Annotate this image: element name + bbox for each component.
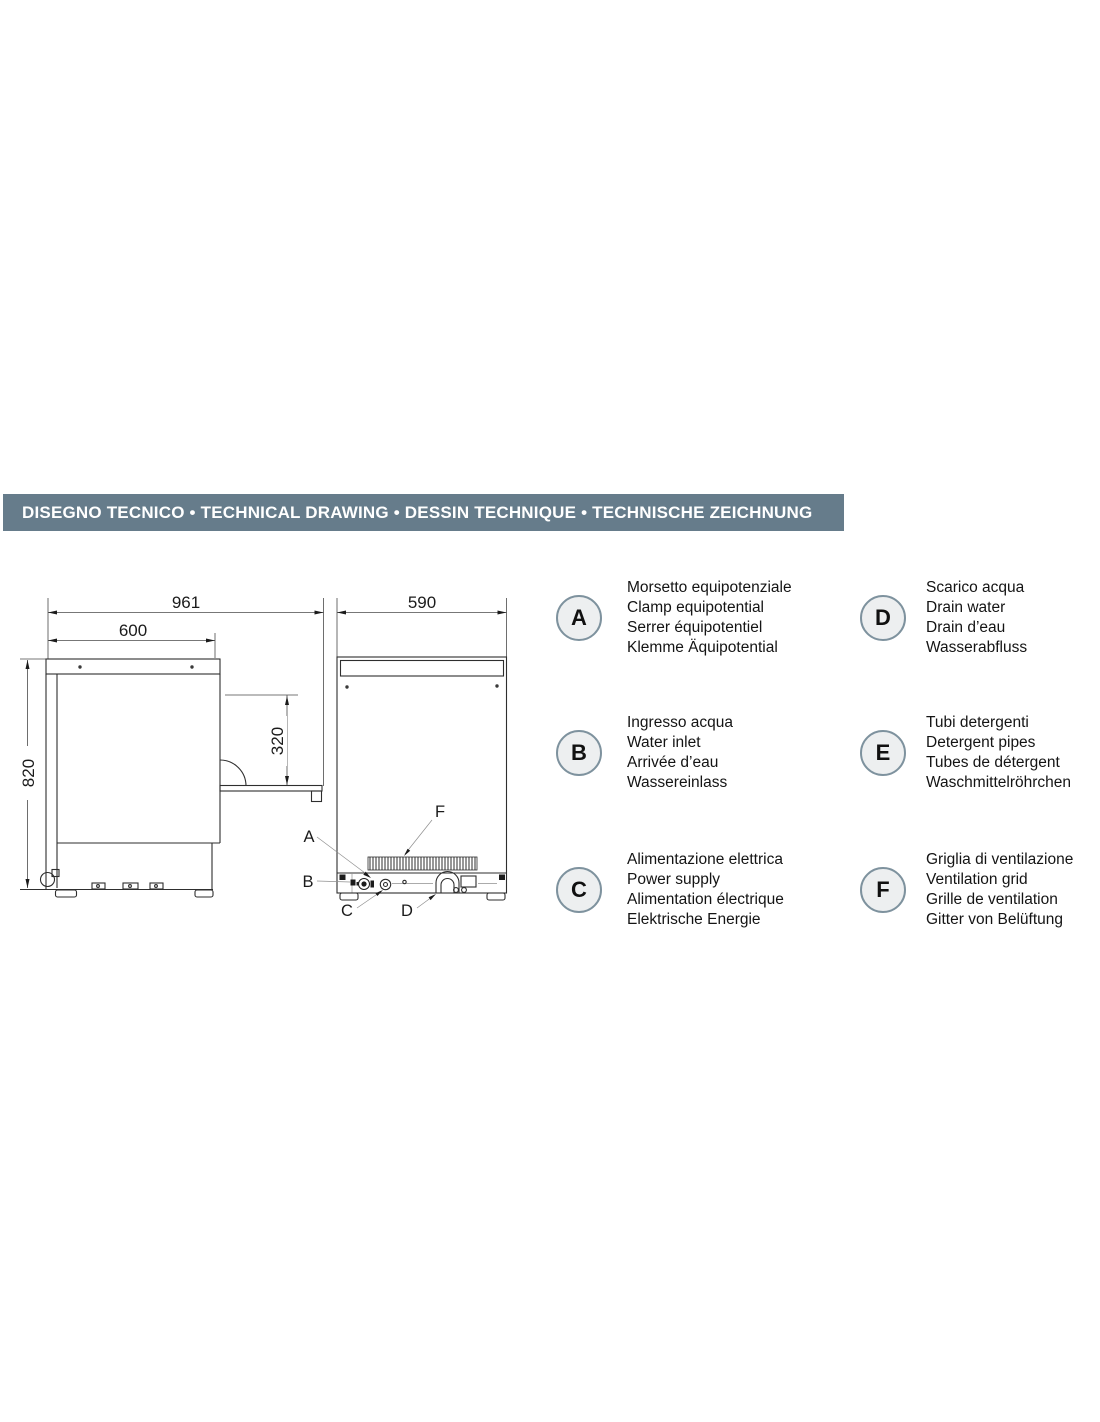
legend-line: Tubes de détergent bbox=[926, 754, 1060, 771]
legend-line: Scarico acqua bbox=[926, 579, 1025, 596]
legend-badge-e: E bbox=[860, 730, 906, 776]
callout-b: B bbox=[302, 873, 314, 891]
drain-hose bbox=[436, 872, 476, 894]
legend-line: Wassereinlass bbox=[627, 774, 728, 791]
foot bbox=[195, 890, 213, 897]
legend-line: Ingresso acqua bbox=[627, 714, 733, 731]
foot bbox=[56, 890, 77, 897]
legend-line: Arrivée d’eau bbox=[627, 754, 719, 771]
legend-item-a bbox=[556, 576, 846, 660]
legend-badge-c: C bbox=[556, 867, 602, 913]
dim-door-clearance-label: 320 bbox=[268, 726, 287, 756]
legend-item-e bbox=[860, 711, 1096, 795]
legend-line: Klemme Äquipotential bbox=[627, 639, 778, 656]
legend-text-e bbox=[926, 713, 1071, 793]
bolt bbox=[499, 875, 505, 881]
screw-icon bbox=[345, 685, 348, 688]
legend-line: Elektrische Energie bbox=[627, 911, 761, 928]
legend-text-c bbox=[627, 850, 784, 930]
callout-a: A bbox=[303, 828, 315, 846]
legend-line: Serrer équipotentiel bbox=[627, 619, 763, 636]
section-header bbox=[3, 494, 844, 531]
legend-line: Detergent pipes bbox=[926, 734, 1036, 751]
legend-text-a bbox=[627, 578, 792, 658]
legend-line: Water inlet bbox=[627, 734, 701, 751]
open-door bbox=[220, 786, 322, 792]
section-title: DISEGNO TECNICO • TECHNICAL DRAWING • DESSIN TECHNIQUE • TECHNISCHE ZEICHNUNG bbox=[22, 502, 813, 522]
legend-line: Alimentazione elettrica bbox=[627, 851, 783, 868]
power-supply-connector bbox=[380, 879, 390, 889]
top-panel bbox=[341, 661, 504, 677]
legend-line: Drain water bbox=[926, 599, 1006, 616]
callout-d: D bbox=[401, 902, 413, 920]
ventilation-grid bbox=[368, 857, 477, 870]
screw-icon bbox=[190, 665, 193, 668]
dim-body-depth-label: 600 bbox=[118, 621, 148, 640]
legend-line: Waschmittelröhrchen bbox=[926, 774, 1072, 791]
legend-line: Griglia di ventilazione bbox=[926, 851, 1074, 868]
legend-line: Wasserabfluss bbox=[926, 639, 1028, 656]
legend-item-f bbox=[860, 848, 1096, 932]
dim-total-depth-label: 961 bbox=[171, 593, 201, 612]
dim-height-label: 820 bbox=[19, 758, 38, 788]
callout-c: C bbox=[341, 902, 353, 920]
legend-line: Power supply bbox=[627, 871, 721, 888]
bolt bbox=[340, 875, 346, 881]
legend-text-b bbox=[627, 713, 733, 793]
legend-badge-f: F bbox=[860, 867, 906, 913]
rear-view bbox=[302, 593, 506, 920]
dim-width-label: 590 bbox=[407, 593, 437, 612]
callout-f: F bbox=[434, 803, 446, 821]
foot bbox=[487, 893, 505, 900]
legend-badge-a: A bbox=[556, 595, 602, 641]
legend-line: Morsetto equipotenziale bbox=[627, 579, 792, 596]
legend-text-d bbox=[926, 578, 1027, 658]
legend-line: Ventilation grid bbox=[926, 871, 1028, 888]
legend-badge-d: D bbox=[860, 595, 906, 641]
legend-item-b bbox=[556, 711, 846, 795]
legend-item-c bbox=[556, 848, 846, 932]
legend-text-f bbox=[926, 850, 1073, 930]
legend-item-d bbox=[860, 576, 1096, 660]
screw-icon bbox=[495, 684, 498, 687]
legend-line: Tubi detergenti bbox=[926, 714, 1029, 731]
legend-badge-b: B bbox=[556, 730, 602, 776]
legend-line: Grille de ventilation bbox=[926, 891, 1058, 908]
legend-line: Clamp equipotential bbox=[627, 599, 765, 616]
foot bbox=[340, 893, 358, 900]
screw-icon bbox=[78, 665, 81, 668]
legend-line: Alimentation électrique bbox=[627, 891, 784, 908]
door-tab bbox=[312, 791, 322, 802]
technical-drawing bbox=[0, 570, 560, 970]
legend-line: Drain d’eau bbox=[926, 619, 1006, 636]
door-swing-arc bbox=[220, 760, 246, 786]
legend-line: Gitter von Belüftung bbox=[926, 911, 1063, 928]
top-panel bbox=[46, 659, 220, 674]
water-inlet-fitting bbox=[351, 879, 375, 890]
side-view bbox=[17, 593, 324, 897]
